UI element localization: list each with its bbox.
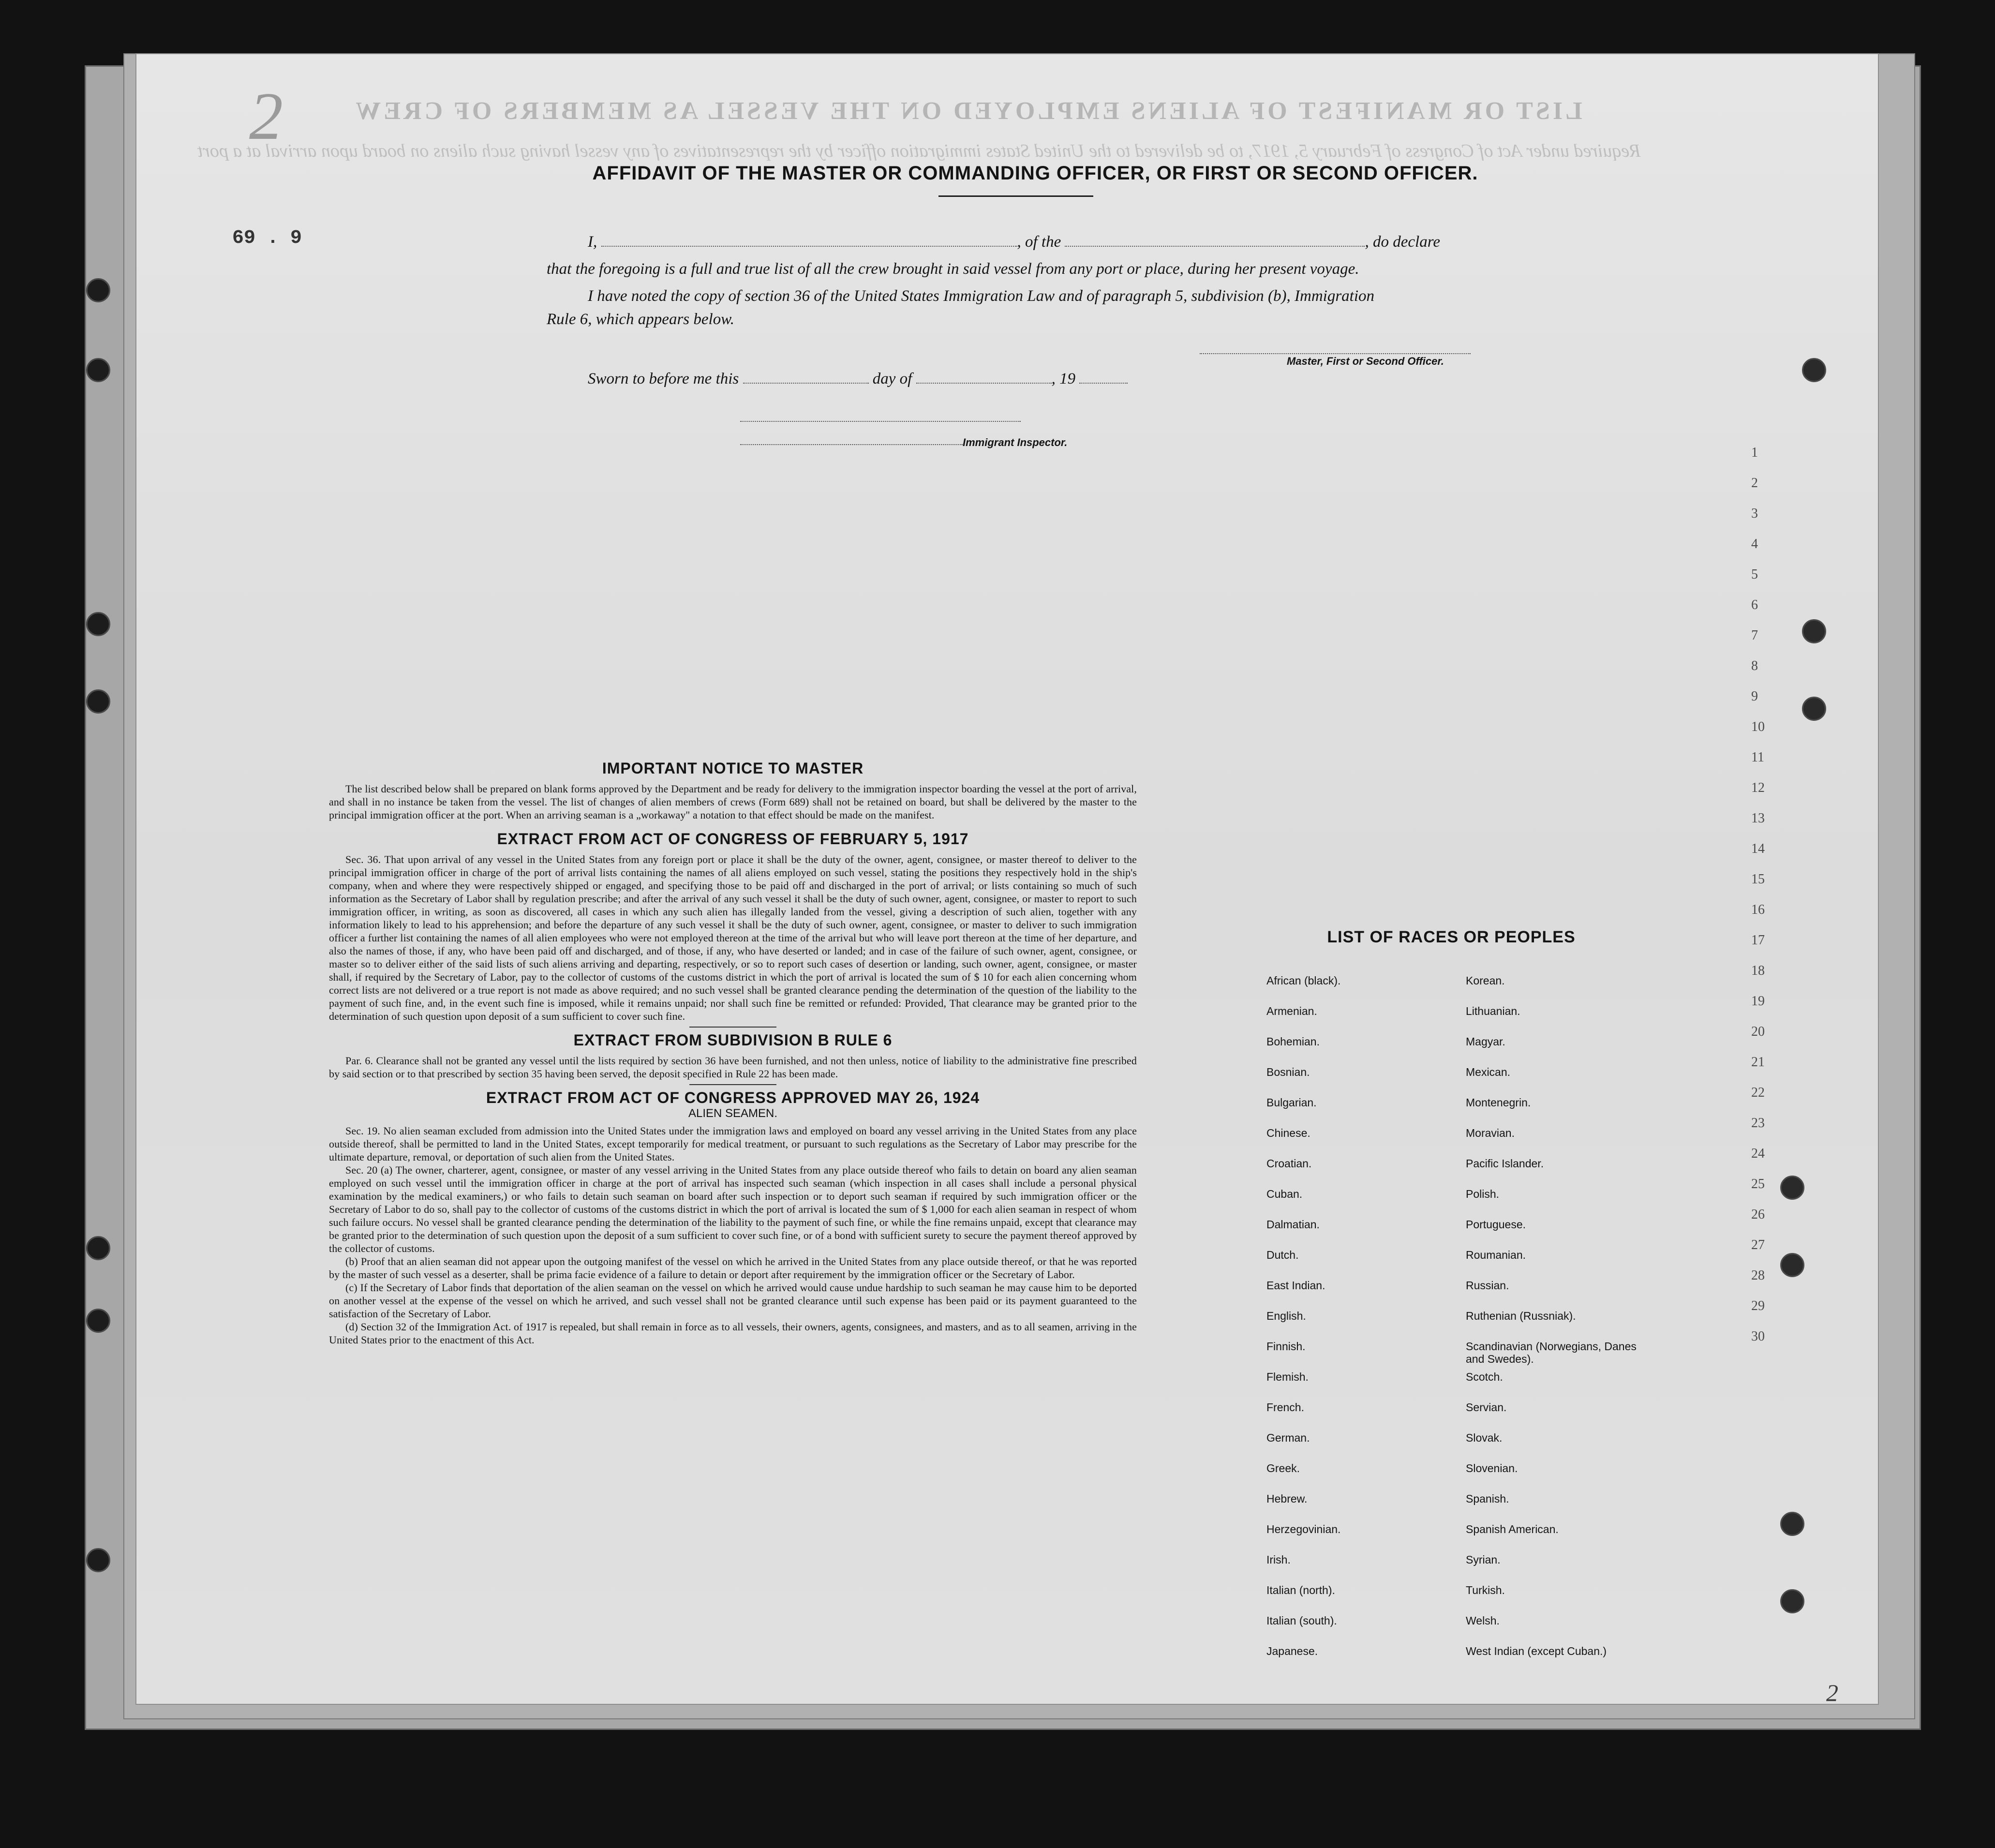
race-item: Herzegovinian.: [1266, 1523, 1341, 1535]
race-item: Mexican.: [1466, 1066, 1511, 1078]
row-number: 17: [1751, 933, 1765, 948]
row-number: 27: [1751, 1237, 1765, 1252]
sworn-day-blank[interactable]: [743, 368, 869, 384]
page-mark: 2: [1826, 1679, 1838, 1706]
race-item: Cuban.: [1266, 1188, 1303, 1200]
race-item: Pacific Islander.: [1466, 1157, 1544, 1170]
extract-1924-sec20d: (d) Section 32 of the Immigration Act. of 1917 is repealed, but shall remain in force as to all vessels, their owners, agents, consignees, and masters, and as to all seamen, arriving in the United States prior to the enactment of this Act.: [329, 1321, 1137, 1346]
race-item: African (black).: [1266, 974, 1341, 987]
row-number: 5: [1751, 567, 1758, 582]
extract-rule6-text: Par. 6. Clearance shall not be granted any vessel until the lists required by section 36 have been furnished, and not then unless, notice of liability to the administrative fine prescribed by said section or to that prescribed by section 35 having been served, the deposit specified in Rule 22 has been made.: [329, 1055, 1137, 1080]
row-number: 21: [1751, 1055, 1765, 1070]
race-item: Korean.: [1466, 974, 1505, 987]
row-number: 11: [1751, 750, 1764, 765]
stamp-number: 69 . 9: [232, 227, 302, 249]
affidavit-i: I,: [588, 233, 597, 251]
affidavit-title: AFFIDAVIT OF THE MASTER OR COMMANDING OFFICER, OR FIRST OR SECOND OFFICER.: [592, 163, 1478, 184]
binder-hole: [1802, 619, 1826, 643]
row-number: 12: [1751, 780, 1765, 795]
row-number: 9: [1751, 689, 1758, 704]
binder-hole: [86, 1548, 110, 1572]
races-left-column: [1266, 974, 1340, 1675]
race-item: Moravian.: [1466, 1127, 1515, 1139]
row-number: 20: [1751, 1024, 1765, 1039]
race-item: Armenian.: [1266, 1005, 1317, 1017]
race-item: French.: [1266, 1401, 1304, 1414]
row-number: 26: [1751, 1207, 1765, 1222]
extract-1924-title: EXTRACT FROM ACT OF CONGRESS APPROVED MAY 26, 1924: [486, 1089, 980, 1106]
binder-hole: [86, 278, 110, 302]
inspector-label: Immigrant Inspector.: [963, 436, 1068, 448]
signature-line[interactable]: [1200, 353, 1471, 354]
race-item: Slovenian.: [1466, 1462, 1518, 1475]
race-item: Italian (north).: [1266, 1584, 1335, 1596]
race-item: Russian.: [1466, 1279, 1509, 1292]
row-number: 23: [1751, 1116, 1765, 1131]
races-right-column: [1466, 974, 1640, 1675]
race-item: Scandinavian (Norwegians, Danes and Swedes).: [1466, 1340, 1637, 1365]
bleed-through-title: LIST OR MANIFEST OF ALIENS EMPLOYED ON THE VESSEL AS MEMBERS OF CREW: [353, 97, 1582, 125]
extract-rule6-title: EXTRACT FROM SUBDIVISION B RULE 6: [573, 1031, 893, 1049]
race-item: Syrian.: [1466, 1553, 1501, 1566]
sworn-day-of: day of: [872, 370, 912, 387]
binder-hole: [86, 689, 110, 714]
race-item: Chinese.: [1266, 1127, 1310, 1139]
row-number: 30: [1751, 1329, 1765, 1344]
inspector-signature-line[interactable]: [740, 444, 963, 445]
race-item: Flemish.: [1266, 1371, 1309, 1383]
affidavit-line-2: that the foregoing is a full and true list of all the crew brought in said vessel from any port or place, during her present voyage.: [547, 260, 1359, 278]
extract-1924-subtitle: ALIEN SEAMEN.: [688, 1107, 778, 1120]
row-number: 29: [1751, 1298, 1765, 1313]
race-item: Roumanian.: [1466, 1249, 1526, 1261]
race-item: Greek.: [1266, 1462, 1300, 1475]
race-item: Polish.: [1466, 1188, 1500, 1200]
row-number: 3: [1751, 506, 1758, 521]
binder-hole: [1780, 1512, 1804, 1536]
sworn-line: [588, 365, 1128, 392]
vessel-blank[interactable]: [1065, 231, 1365, 247]
binder-hole: [1780, 1253, 1804, 1277]
title-divider: [938, 195, 1093, 197]
binder-hole: [86, 612, 110, 636]
row-number: 19: [1751, 994, 1765, 1009]
race-item: Japanese.: [1266, 1645, 1318, 1657]
row-number: 15: [1751, 872, 1765, 887]
bleed-through-line: Required under Act of Congress of February 5, 1917, to be delivered to the United States immigration officer by the representatives of any vessel having such aliens on board upon arrival at a port: [197, 141, 1641, 161]
affidavit-line-3: I have noted the copy of section 36 of the United States Immigration Law and of paragraph 5, subdivision (b), Immigration: [588, 287, 1375, 305]
race-item: West Indian (except Cuban.): [1466, 1645, 1607, 1657]
row-number: 24: [1751, 1146, 1765, 1161]
affidavit-of-the: , of the: [1017, 233, 1061, 251]
race-item: Dalmatian.: [1266, 1218, 1320, 1231]
sworn-prefix: Sworn to before me this: [588, 370, 739, 387]
race-item: Montenegrin.: [1466, 1096, 1531, 1109]
row-number: 16: [1751, 902, 1765, 917]
extract-1917-text: Sec. 36. That upon arrival of any vessel in the United States from any foreign port or place it shall be the duty of the owner, agent, consignee, or master thereof to deliver to the principal immigration officer in charge of the port of arrival lists containing the names of all aliens employed on such vessel, stating the positions they respectively hold in the ship's company, when and where they were respectively shipped or engaged, and specifying those to be paid off and discharged in the port of arrival; or lists containing so much of such information as the Secretary of Labor shall by regulation prescribe; and after the arrival of any such vessel it shall be the duty of such owner, agent, consignee, or master to report to such immigration officer, in writing, as soon as discovered, all cases in which any such alien has illegally landed from the vessel, giving a description of such alien, together with any information likely to lead to his apprehension; and before the departure of any such vessel it shall be the duty of such owner, agent, consignee, or master to deliver to such immigration officer a further list containing the names of all alien employees who were not employed thereon at the time of the arrival but who will leave port thereon at the time of her departure, and also the names of those, if any, who have been paid off and discharged, and of those, if any, who have deserted or landed; and in case of the failure of such owner, agent, consignee, or master so to deliver either of the said lists of such aliens arriving and departing, respectively, or so to report such cases of desertion or landing, such owner, agent, consignee, or master shall, if required by the Secretary of Labor, pay to the collector of customs of the customs district in which the port of arrival is located the sum of $ 10 for each alien concerning whom correct lists are not delivered or a true report is not made as above required; and no such vessel shall be granted clearance pending the determination of the question of the liability to the payment of such fine, and, in the event such fine is imposed, while it remains unpaid; nor shall such fine be remitted or refunded: Provided, That clearance may be granted prior to the determination of such question upon deposit of a sum sufficient to cover such fine.: [329, 853, 1137, 1022]
race-item: Lithuanian.: [1466, 1005, 1520, 1017]
races-list-title: LIST OF RACES OR PEOPLES: [1327, 928, 1576, 946]
binder-hole: [1802, 697, 1826, 721]
race-item: Hebrew.: [1266, 1492, 1308, 1505]
race-item: English.: [1266, 1310, 1306, 1322]
binder-hole: [1780, 1589, 1804, 1613]
row-number: 10: [1751, 719, 1765, 734]
row-number: 14: [1751, 841, 1765, 856]
extract-1924-body: [329, 1124, 1137, 1346]
signature-label: Master, First or Second Officer.: [1287, 355, 1444, 367]
race-item: Bohemian.: [1266, 1035, 1320, 1048]
binder-hole: [1802, 358, 1826, 382]
inspector-blank-top[interactable]: [740, 421, 1021, 422]
race-item: Portuguese.: [1466, 1218, 1526, 1231]
race-item: Magyar.: [1466, 1035, 1505, 1048]
row-number: 25: [1751, 1177, 1765, 1192]
row-number: 22: [1751, 1085, 1765, 1100]
race-item: German.: [1266, 1431, 1310, 1444]
row-number: 13: [1751, 811, 1765, 826]
affidavit-do-declare: , do declare: [1365, 233, 1440, 251]
row-number: 28: [1751, 1268, 1765, 1283]
race-item: Dutch.: [1266, 1249, 1299, 1261]
row-number: 4: [1751, 537, 1758, 551]
row-number: 6: [1751, 597, 1758, 612]
race-item: Spanish American.: [1466, 1523, 1559, 1535]
row-number: 8: [1751, 658, 1758, 673]
row-number: 2: [1751, 476, 1758, 491]
extract-1917-title: EXTRACT FROM ACT OF CONGRESS OF FEBRUARY 5, 1917: [497, 830, 969, 848]
important-notice-title: IMPORTANT NOTICE TO MASTER: [602, 760, 864, 777]
important-notice-body: [329, 782, 1137, 821]
affidavit-line-4: Rule 6, which appears below.: [547, 311, 735, 328]
race-item: Slovak.: [1466, 1431, 1503, 1444]
race-item: Servian.: [1466, 1401, 1507, 1414]
race-item: Turkish.: [1466, 1584, 1505, 1596]
race-item: Irish.: [1266, 1553, 1291, 1566]
binder-hole: [86, 358, 110, 382]
sworn-year: , 19: [1051, 370, 1076, 387]
race-item: Croatian.: [1266, 1157, 1312, 1170]
name-blank[interactable]: [601, 231, 1017, 247]
race-item: Ruthenian (Russniak).: [1466, 1310, 1576, 1322]
affidavit-line-1: [588, 228, 1440, 255]
sheet-number-mark: 2: [249, 79, 283, 154]
section-divider: [689, 1027, 776, 1028]
binder-hole: [86, 1309, 110, 1333]
row-number: 7: [1751, 628, 1758, 643]
extract-1917-body: [329, 853, 1137, 1023]
extract-rule6-body: [329, 1054, 1137, 1080]
sworn-month-blank[interactable]: [916, 368, 1052, 384]
row-number: 18: [1751, 963, 1765, 978]
race-item: Welsh.: [1466, 1614, 1500, 1627]
race-item: Finnish.: [1266, 1340, 1306, 1353]
extract-1924-sec20b: (b) Proof that an alien seaman did not appear upon the outgoing manifest of the vessel on which he arrived in the United States from any place outside thereof, or that he was reported by the master of such vessel as a deserter, shall be prima facie evidence of a failure to detain or deport after requirement by the immigration officer or the Secretary of Labor.: [329, 1255, 1137, 1281]
extract-1924-sec20a: Sec. 20 (a) The owner, charterer, agent, consignee, or master of any vessel arriving in the United States from any place outside thereof who fails to detain on board any alien seaman employed on such vessel until the immigration officer in charge at the port of arrival has inspected such seaman (which inspection in all cases shall include a personal physical examination by the medical examiners,) or who fails to detain such seaman on board after such inspection or to deport such seaman if required by such immigration officer or the Secretary of Labor to do so, shall pay to the collector of customs of the customs district in which the port of arrival is located the sum of $ 1,000 for each alien seaman in respect of whom such failure occurs. No vessel shall be granted clearance pending the determination of the liability to the payment of such fine, or while the fine remains unpaid, except that clearance may be granted prior to the determination of such question upon the deposit of a sum sufficient to cover such fine, or of a bond with sufficient surety to secure the payment thereof approved by the collector of customs.: [329, 1164, 1137, 1254]
race-item: Italian (south).: [1266, 1614, 1337, 1627]
extract-1924-sec19: Sec. 19. No alien seaman excluded from admission into the United States under the immigration laws and employed on board any vessel arriving in the United States from any place outside thereof, shall be permitted to land in the United States, except temporarily for medical treatment, or pursuant to such regulations as the Secretary of Labor may prescribe for the ultimate departure, removal, or deportation of such alien from the United States.: [329, 1125, 1137, 1163]
sworn-year-blank[interactable]: [1079, 368, 1128, 384]
important-notice-text: The list described below shall be prepared on blank forms approved by the Department and be ready for delivery to the immigration inspector boarding the vessel at the port of arrival, and shall in no instance be taken from the vessel. The list of changes of alien members of crews (Form 689) shall not be retained on board, but shall be delivered by the master to the principal immigration officer at the port. When an arriving seaman is a „workaway" a notation to that effect should be made on the manifest.: [329, 783, 1137, 821]
binder-hole: [86, 1236, 110, 1260]
race-item: Spanish.: [1466, 1492, 1509, 1505]
race-item: Bulgarian.: [1266, 1096, 1317, 1109]
notice-section: [329, 760, 1137, 1346]
race-item: Scotch.: [1466, 1371, 1503, 1383]
extract-1924-sec20c: (c) If the Secretary of Labor finds that deportation of the alien seaman on the vessel on which he arrived would cause undue hardship to such seaman he may cause him to be deported on another vessel at the expense of the vessel on which he arrived, and such vessel shall not be granted clearance until such expense has been paid or its payment guaranteed to the satisfaction of the Secretary of Labor.: [329, 1282, 1137, 1320]
race-item: East Indian.: [1266, 1279, 1325, 1292]
binder-hole: [1780, 1176, 1804, 1200]
race-item: Bosnian.: [1266, 1066, 1310, 1078]
section-divider: [689, 1084, 776, 1085]
row-number: 1: [1751, 445, 1758, 460]
